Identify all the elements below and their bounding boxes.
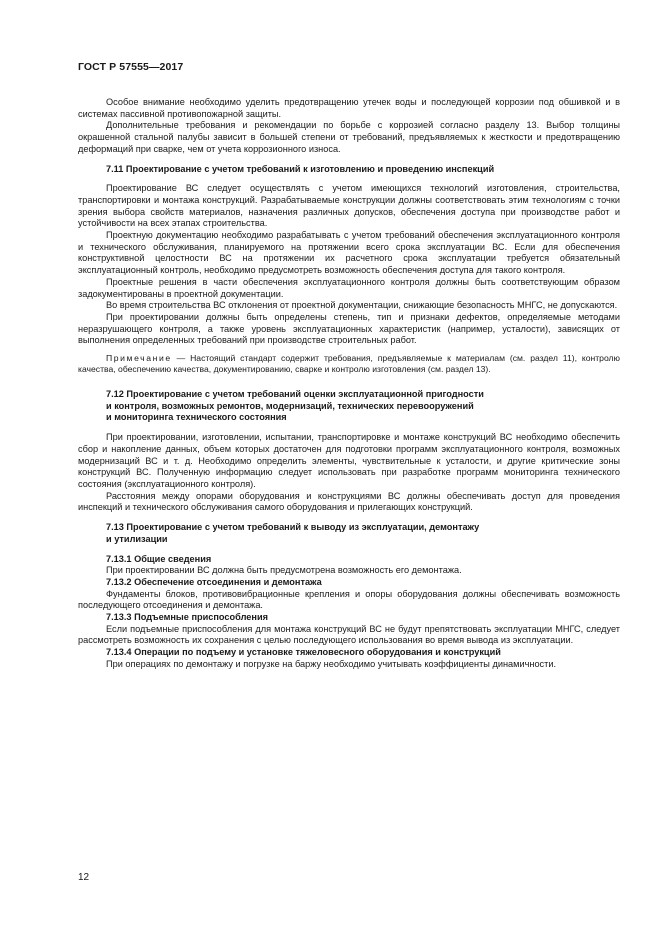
paragraph: Расстояния между опорами оборудования и конструкциями ВС должны обеспечивать доступ для проведения инспекций и технического обслуживания самого оборудования и прилегающих конструкций. [78, 490, 620, 513]
paragraph: При операциях по демонтажу и погрузке на баржу необходимо учитывать коэффициенты динамичности. [106, 658, 557, 669]
paragraph: При проектировании, изготовлении, испытании, транспортировке и монтаже конструкций ВС необходимо обеспечить сбор и накопление данных, объем которых достаточен для подготовки программ эксплуатационного контроля, возможных модернизаций ВС и т. д. Необходимо определить элементы, чувствительные к усталости, и другие критические зоны конструкций ВС. Полученную информацию следует использовать при разработке программ мониторинга технического состояния (эксплуатационного контроля). [78, 432, 620, 489]
paragraph: Если подъемные приспособления для монтажа конструкций ВС не будут препятствовать эксплуатации МНГС, следует рассмотреть возможность их сохранения с целью последующего использования во время вывода из эксплуатации. [78, 623, 620, 646]
paragraph: Дополнительные требования и рекомендации по борьбе с коррозией согласно разделу 13. Выбор толщины окрашенной стальной палубы зависит в большей степени от требований, предъявляемых к жесткости и предотвращению деформаций при сварке, чем от учета коррозионного износа. [78, 120, 620, 154]
subsection-heading-7-13-4: 7.13.4 Операции по подъему и установке тяжеловесного оборудования и конструкций [106, 647, 501, 658]
heading-line: 7.13 Проектирование с учетом требований к выводу из эксплуатации, демонтажу [106, 522, 480, 533]
heading-line: и мониторинга технического состояния [106, 412, 287, 423]
paragraph: Проектирование ВС следует осуществлять с учетом имеющихся технологий изготовления, строительства, транспортировки и монтажа конструкций. Разрабатываемые конструкции должны соответствовать этим технологиям с точки зрения выбора свойств материалов, назначения различных допусков, обеспечения доступа при производстве работ и устойчивости на всех этапах строительства. [78, 183, 620, 229]
paragraph: Проектную документацию необходимо разрабатывать с учетом требований обеспечения эксплуатационного контроля и технического обслуживания, планируемого на протяжении всего срока эксплуатации ВС. Если для обеспечения конструктивной целостности ВС на протяжении их расчетного срока эксплуатации требуется обязательный эксплуатационный контроль, необходимо предусмотреть возможность обеспечения доступа для такого контроля. [78, 230, 620, 276]
paragraph: При проектировании должны быть определены степень, тип и признаки дефектов, определяемые методами неразрушающего контроля, а также уровень эксплуатационных характеристик (например, усталости), зависящих от выполнения определенных требований при производстве строительных работ. [78, 311, 620, 346]
heading-line: и контроля, возможных ремонтов, модернизаций, технических перевооружений [106, 400, 474, 411]
subsection-heading-7-13-2: 7.13.2 Обеспечение отсоединения и демонтажа [106, 576, 322, 587]
note-label: Примечание [106, 353, 172, 364]
paragraph: Особое внимание необходимо уделить предотвращению утечек воды и последующей коррозии под обшивкой и в системах пассивной противопожарной защиты. [78, 97, 620, 119]
paragraph: Во время строительства ВС отклонения от проектной документации, снижающие безопасность МНГС, не допускаются. [106, 300, 618, 311]
section-heading-7-12 [78, 389, 620, 424]
note [78, 353, 620, 375]
paragraph: При проектировании ВС должна быть предусмотрена возможность его демонтажа. [106, 565, 462, 576]
section-heading-7-11: 7.11 Проектирование с учетом требований к изготовлению и проведению инспекций [106, 163, 495, 174]
heading-line: 7.12 Проектирование с учетом требований оценки эксплуатационной пригодности [106, 389, 484, 400]
document-header: ГОСТ Р 57555—2017 [78, 61, 184, 73]
subsection-heading-7-13-1: 7.13.1 Общие сведения [106, 553, 212, 564]
page-number: 12 [78, 872, 90, 883]
section-heading-7-13 [78, 522, 620, 545]
heading-line: и утилизации [106, 533, 168, 544]
paragraph: Фундаменты блоков, противовибрационные крепления и опоры оборудования должны обеспечивать возможность последующего отсоединения и демонтажа. [78, 588, 620, 611]
subsection-heading-7-13-3: 7.13.3 Подъемные приспособления [106, 612, 268, 623]
note-text: — Настоящий стандарт содержит требования, предъявляемые к материалам (см. раздел 11), контролю качества, обеспечению качества, документированию, сварке и контролю изготовления (см. раздел 13). [78, 353, 620, 375]
page-body [78, 97, 620, 671]
paragraph: Проектные решения в части обеспечения эксплуатационного контроля должны быть соответствующим образом задокументированы в проектной документации. [78, 276, 620, 299]
